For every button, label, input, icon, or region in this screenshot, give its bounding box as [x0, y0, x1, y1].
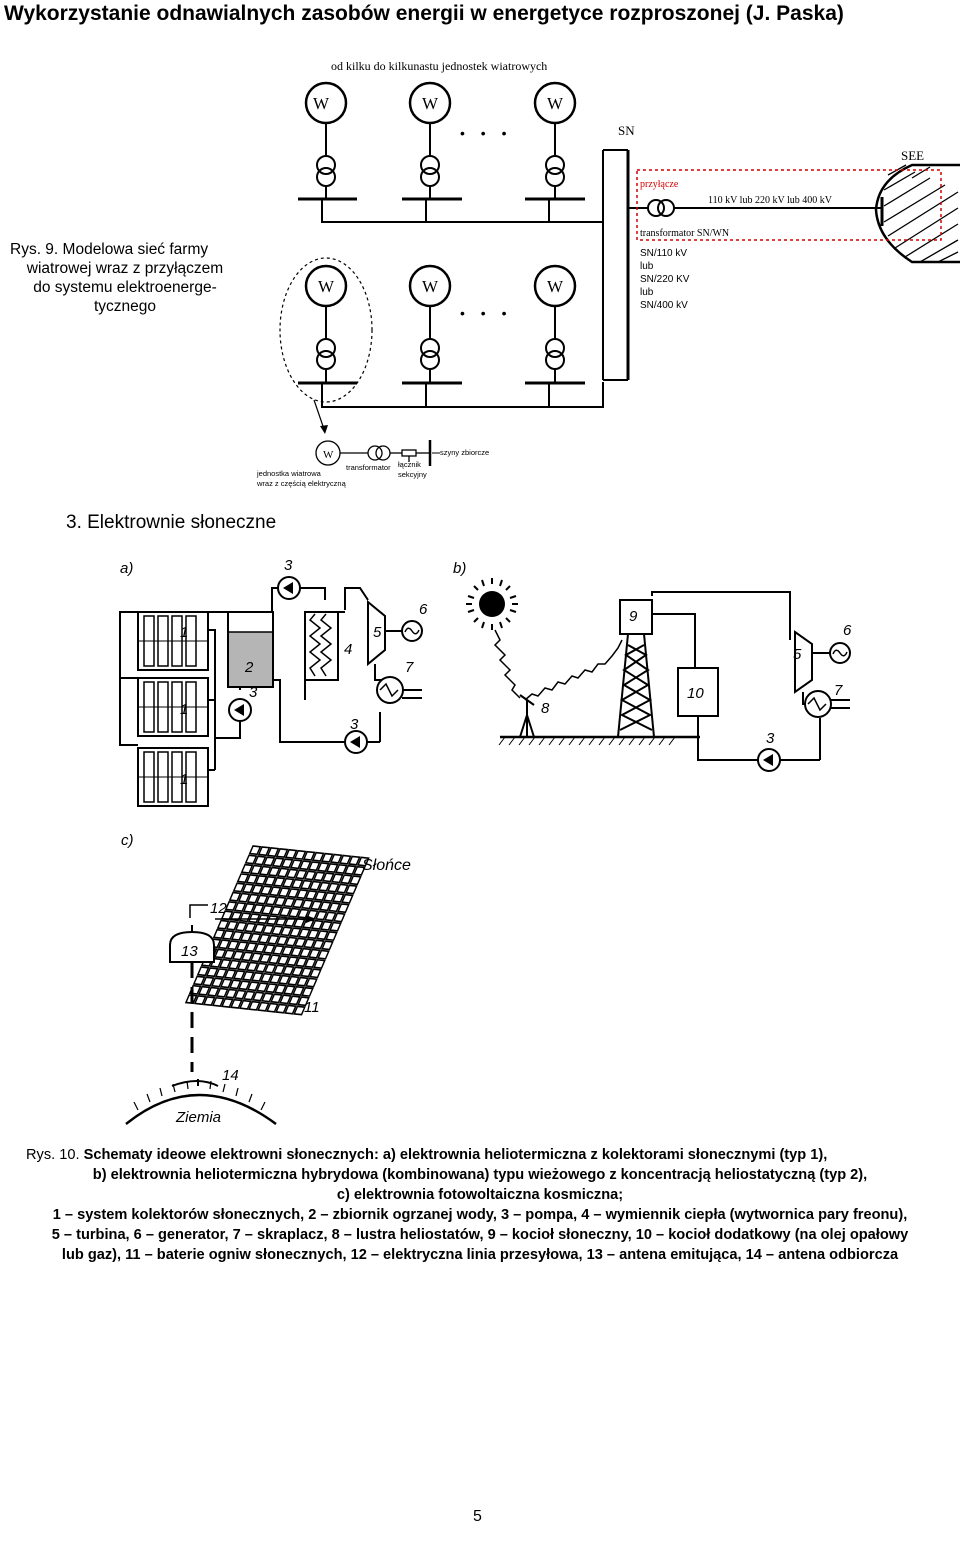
pump-icon	[278, 577, 300, 599]
turbine-symbol: W	[421, 277, 439, 296]
figure-10-caption-line	[0, 1145, 960, 1165]
label-9: 9	[629, 608, 638, 625]
legend-turbine-symbol: W	[323, 449, 334, 461]
wind-units-label: od kilku do kilkunastu jednostek wiatrowych	[331, 59, 548, 73]
label-8: 8	[541, 700, 550, 717]
figure-10-caption-prefix: Rys. 10.	[26, 1147, 80, 1163]
collector-array-3	[138, 748, 208, 806]
label-14: 14	[222, 1067, 239, 1084]
label-12: 12	[210, 900, 227, 917]
label-6: 6	[419, 601, 428, 618]
legend-busbars-label: szyny zbiorcze	[440, 448, 490, 457]
label-13: 13	[181, 943, 198, 960]
figure-9-caption-line: do systemu elektroenerge-	[33, 279, 217, 296]
ratio-label: lub	[640, 287, 654, 298]
label-3: 3	[284, 557, 293, 574]
figure-10-caption-line: c) elektrownia fotowoltaiczna kosmiczna;	[336, 1187, 624, 1203]
ratio-label: SN/400 kV	[640, 300, 688, 311]
turbine-symbol: W	[546, 94, 564, 113]
label-5: 5	[793, 646, 802, 663]
earth-label: Ziemia	[176, 1109, 222, 1126]
collector-array-2	[138, 678, 208, 736]
section-heading: 3. Elektrownie słoneczne	[66, 512, 277, 533]
figure-9-caption	[10, 240, 240, 316]
solar-diagram-c	[110, 818, 450, 1138]
figure-9-caption-line: Rys. 9. Modelowa sieć farmy	[10, 241, 209, 258]
ellipsis-dots: • • •	[460, 125, 513, 141]
solar-diagrams-ab	[100, 545, 860, 830]
figure-10-caption-line: 1 – system kolektorów słonecznych, 2 – zbiornik ogrzanej wody, 3 – pompa, 4 – wymiennik ciepła (wytwornica pary freonu),	[52, 1207, 908, 1223]
label-2: 2	[245, 659, 254, 676]
page-number: 5	[473, 1508, 482, 1525]
label-4: 4	[344, 641, 353, 658]
connection-label: przyłącze	[640, 179, 679, 190]
label-3: 3	[249, 684, 258, 701]
ratio-label: SN/110 kV	[640, 248, 688, 259]
see-label: SEE	[901, 148, 925, 163]
ratio-label: lub	[640, 261, 654, 272]
turbine-symbol: W	[317, 277, 335, 296]
label-7: 7	[834, 682, 843, 699]
heat-exchanger-coil	[310, 614, 320, 676]
legend-unit-label: jednostka wiatrowa	[257, 469, 321, 478]
legend-transformer-label: transformator	[346, 463, 391, 472]
pump-icon	[345, 731, 367, 753]
sun-icon	[479, 591, 505, 617]
label-3: 3	[766, 730, 775, 747]
sun-ray	[495, 630, 520, 698]
label-11: 11	[304, 999, 320, 1016]
label-10: 10	[687, 685, 704, 702]
label-1: 1	[180, 771, 189, 788]
label-1: 1	[180, 701, 189, 718]
label-1: 1	[180, 624, 189, 641]
heliostat-mirror	[520, 695, 534, 737]
figure-10-caption	[0, 1145, 960, 1265]
solar-panel-array	[186, 846, 369, 1015]
label-7: 7	[405, 659, 414, 676]
turbine-symbol: W	[312, 94, 330, 113]
ratio-label: SN/220 KV	[640, 274, 690, 285]
legend-unit-label: wraz z częścią elektryczną	[257, 479, 346, 488]
label-6: 6	[843, 622, 852, 639]
sun-label: Słońce	[362, 857, 411, 874]
legend-breaker-label: łącznik	[398, 460, 421, 469]
turbine-symbol: W	[421, 94, 439, 113]
label-3: 3	[350, 716, 359, 733]
pump-icon	[229, 699, 251, 721]
panel-b-label: b)	[453, 560, 467, 577]
wind-farm-diagram	[240, 40, 960, 495]
turbine-symbol: W	[546, 277, 564, 296]
ellipsis-dots: • • •	[460, 305, 513, 321]
figure-10-caption-text: Schematy ideowe elektrowni słonecznych: a) elektrownia heliotermiczna z kolektorami słonecznymi (typ 1),	[83, 1147, 828, 1163]
legend-breaker-label: sekcyjny	[398, 470, 427, 479]
voltage-levels-label: 110 kV lub 220 kV lub 400 kV	[708, 195, 832, 206]
figure-9-caption-line: tycznego	[93, 298, 157, 315]
panel-a-label: a)	[120, 560, 134, 577]
figure-10-caption-line: b) elektrownia heliotermiczna hybrydowa (kombinowana) typu wieżowego z koncentracją heliostatyczną (typ 2),	[92, 1167, 868, 1183]
collector-array-1	[138, 612, 208, 670]
figure-10-caption-line: lub gaz), 11 – baterie ogniw słonecznych, 12 – elektryczna linia przesyłowa, 13 – antena emitująca, 14 – antena odbiorcza	[61, 1247, 899, 1263]
label-5: 5	[373, 624, 382, 641]
figure-9-caption-line: wiatrowej wraz z przyłączem	[26, 260, 224, 277]
transformer-sn-wn-label: transformator SN/WN	[640, 228, 730, 239]
pump-icon	[758, 749, 780, 771]
figure-10-caption-line: 5 – turbina, 6 – generator, 7 – skraplacz, 8 – lustra heliostatów, 9 – kocioł słoneczny, 10 – kocioł dodatkowy (na olej opałowy	[51, 1227, 909, 1243]
document-header-title: Wykorzystanie odnawialnych zasobów energii w energetyce rozproszonej (J. Paska)	[4, 2, 844, 25]
sn-label: SN	[618, 123, 635, 138]
panel-c-label: c)	[121, 832, 134, 849]
